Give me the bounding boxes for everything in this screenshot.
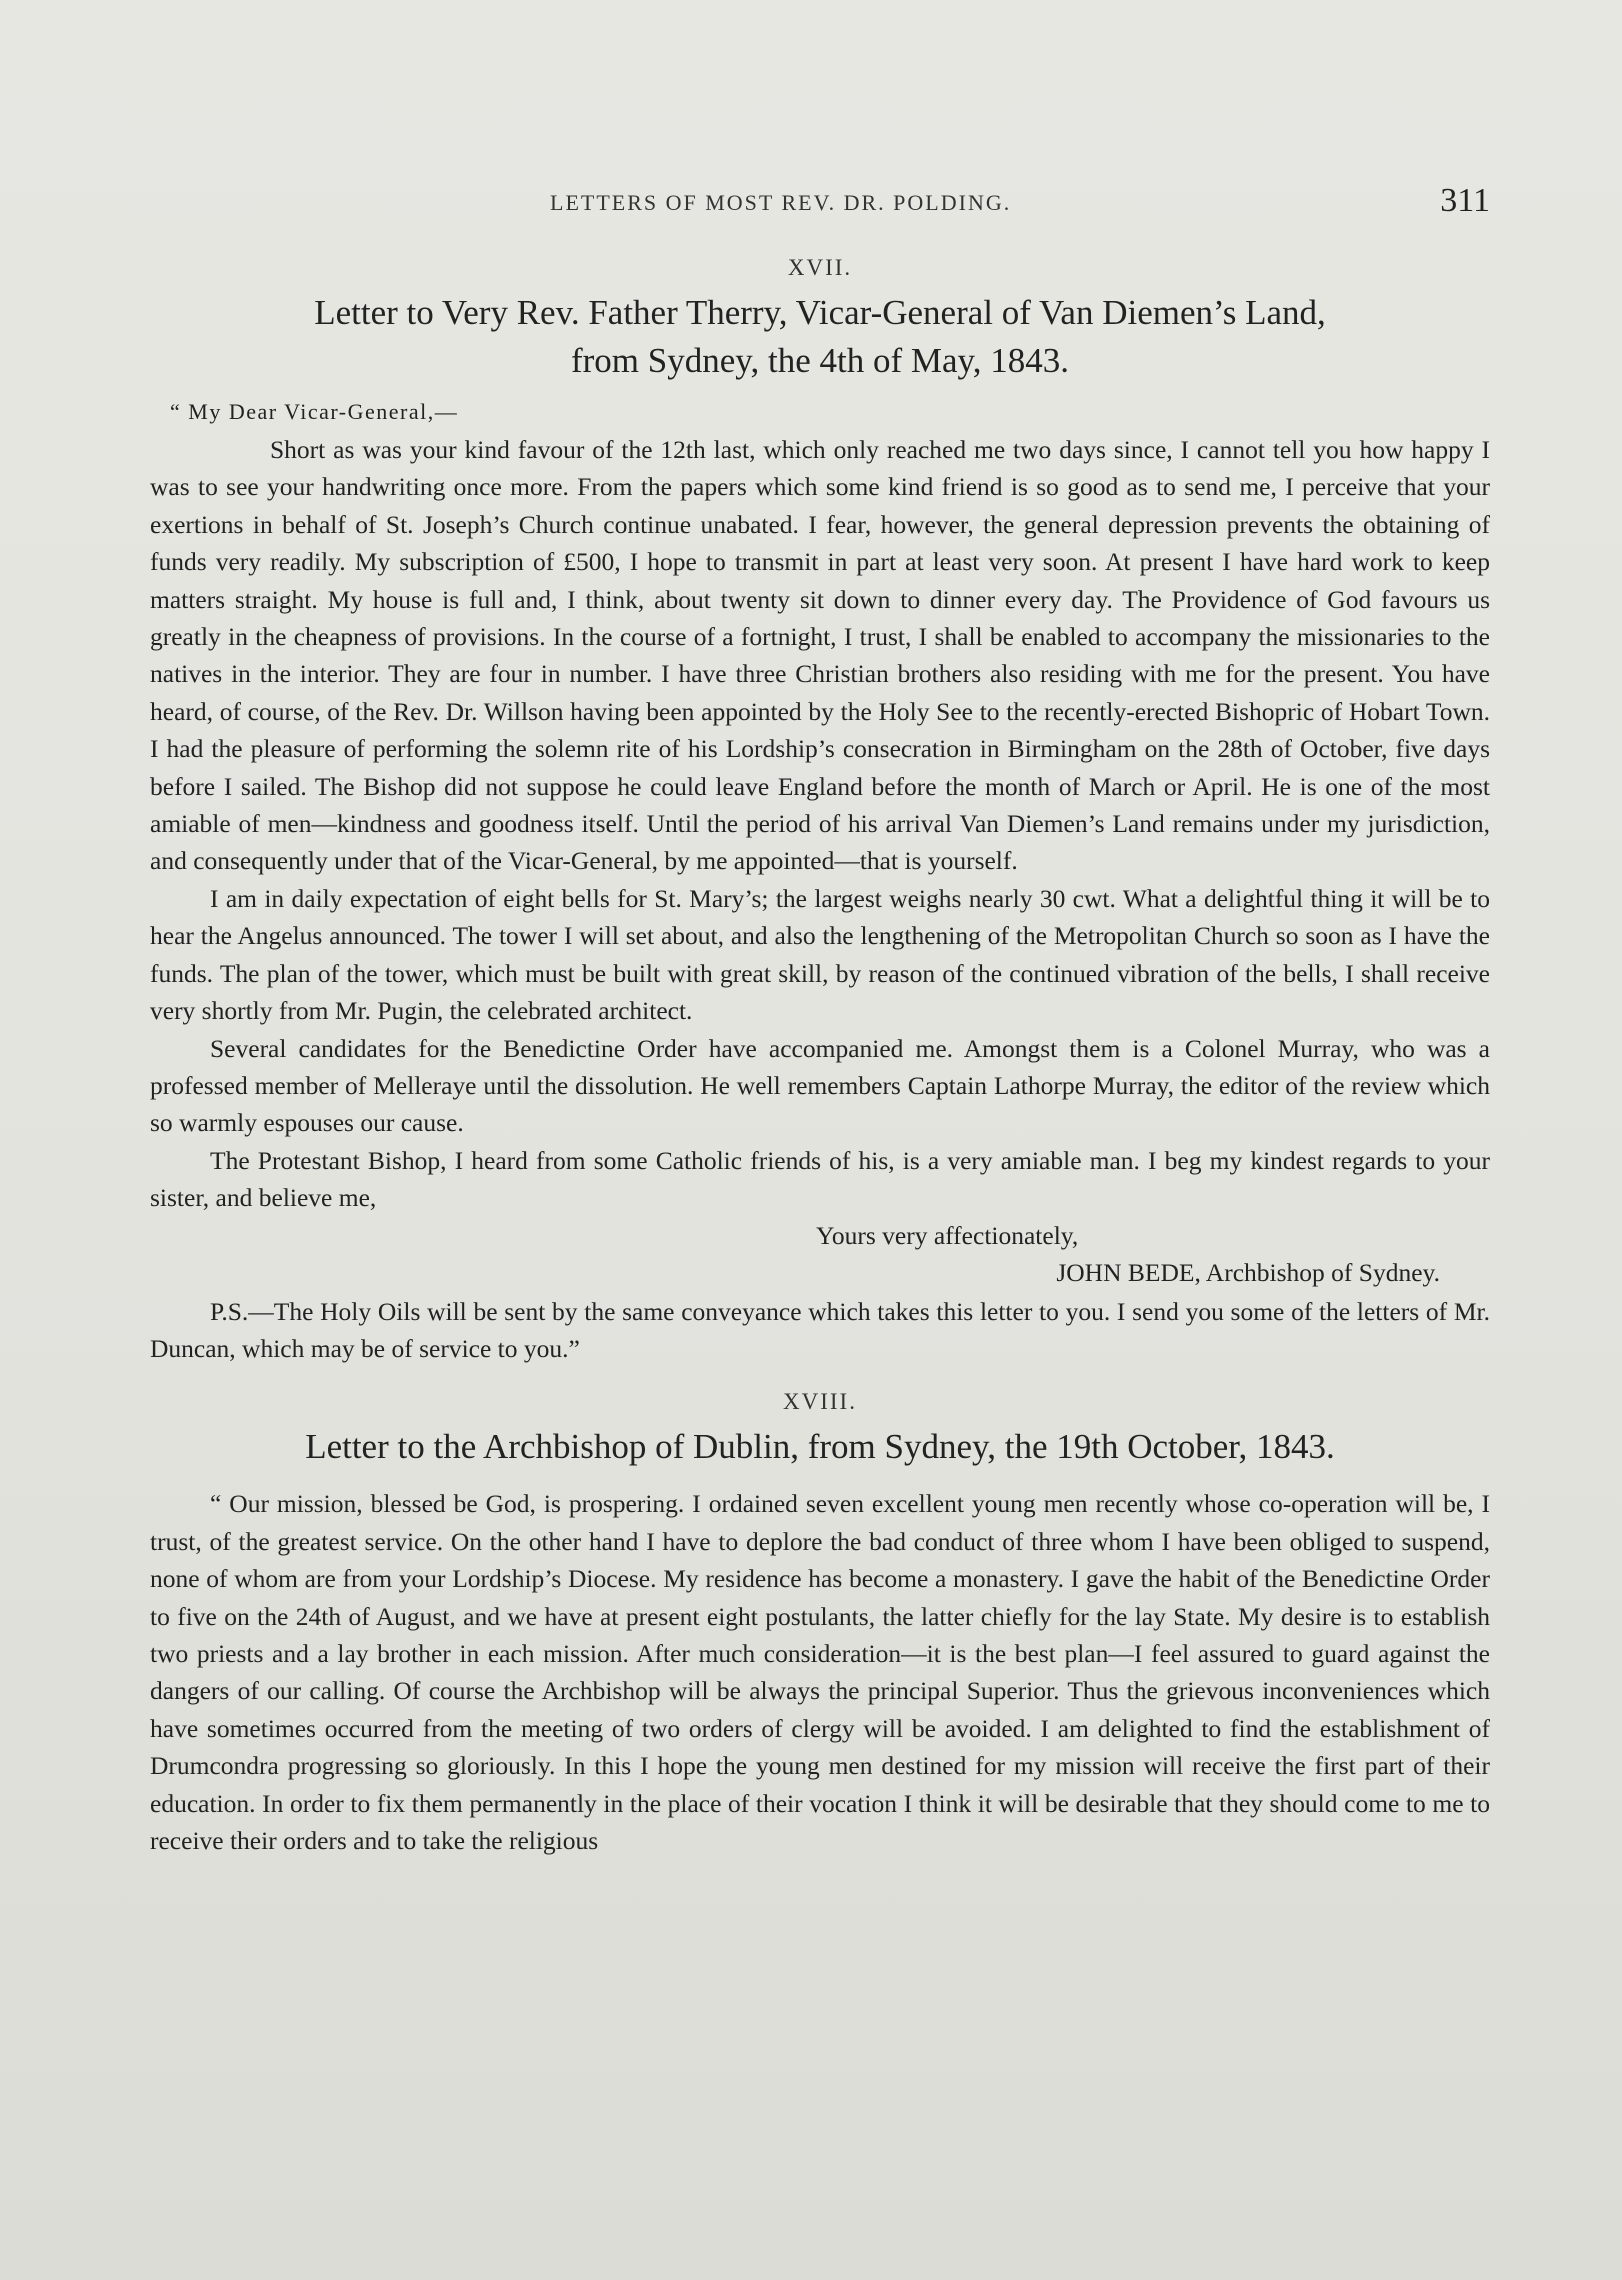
postscript: P.S.—The Holy Oils will be sent by the same conveyance which takes this letter to you. I send you some of the letters of Mr. Duncan, which may be of service to you.”: [150, 1296, 1490, 1363]
running-head: LETTERS OF MOST REV. DR. POLDING.: [550, 190, 1012, 215]
letter-title-line-1: Letter to Very Rev. Father Therry, Vicar-General of Van Diemen’s Land,: [314, 293, 1326, 332]
paragraph: Several candidates for the Benedictine Order have accompanied me. Amongst them is a Colonel Murray, who was a professed member of Melleraye until the dissolution. He well remembers Captain Lathorpe Murray, the editor of the review which so warmly espouses our cause.: [150, 1033, 1490, 1138]
paragraph: “ Our mission, blessed be God, is prospering. I ordained seven excellent young men recently whose co-operation will be, I trust, of the greatest service. On the other hand I have to deplore the bad conduct of three whom I have been obliged to suspend, none of whom are from your Lordship’s Diocese. My residence has become a monastery. I gave the habit of the Benedictine Order to five on the 24th of August, and we have at present eight postulants, the latter chiefly for the lay State. My desire is to establish two priests and a lay brother in each mission. After much consideration—it is the best plan—I feel assured to guard against the dangers of our calling. Of course the Archbishop will be always the principal Superior. Thus the grievous inconveniences which have sometimes occurred from the meeting of two orders of clergy will be avoided. I am delighted to find the establishment of Drumcondra progressing so gloriously. In this I hope the young men destined for my mission will receive the first part of their education. In order to fix them permanently in the place of their vocation I think it will be desirable that they should come to me to receive their orders and to take the religious: [150, 1489, 1490, 1855]
paragraph: Short as was your kind favour of the 12th last, which only reached me two days since, I cannot tell you how happy I was to see your handwriting once more. From the papers which some kind friend is so good as to send me, I perceive that your exertions in behalf of St. Joseph’s Church continue unabated. I fear, however, the general depression prevents the obtaining of funds very readily. My subscription of £500, I hope to transmit in part at least very soon. At present I have hard work to keep matters straight. My house is full and, I think, about twenty sit down to dinner every day. The Providence of God favours us greatly in the cheapness of provisions. In the course of a fortnight, I trust, I shall be enabled to accompany the missionaries to the natives in the interior. They are four in number. I have three Christian brothers also residing with me for the present. You have heard, of course, of the Rev. Dr. Willson having been appointed by the Holy See to the recently-erected Bishopric of Hobart Town. I had the pleasure of performing the solemn rite of his Lordship’s consecration in Birmingham on the 28th of October, five days before I sailed. The Bishop did not suppose he could leave England before the month of March or April. He is one of the most amiable of men—kindness and goodness itself. Until the period of his arrival Van Diemen’s Land remains under my jurisdiction, and consequently under that of the Vicar-General, by me appointed—that is yourself.: [150, 435, 1490, 876]
letter-xvii: [150, 255, 1490, 1367]
letter-title-line-2: from Sydney, the 4th of May, 1843.: [570, 341, 1070, 380]
section-spacer: [150, 1367, 1490, 1389]
letter-title: Letter to the Archbishop of Dublin, from Sydney, the 19th October, 1843.: [305, 1427, 1335, 1467]
text-column: [150, 255, 1490, 1859]
paragraph: The Protestant Bishop, I heard from some Catholic friends of his, is a very amiable man. I beg my kindest regards to your sister, and believe me,: [150, 1145, 1490, 1213]
paragraph: I am in daily expectation of eight bells for St. Mary’s; the largest weighs nearly 30 cwt. What a delightful thing it will be to hear the Angelus announced. The tower I will set about, and also the lengthening of the Metropolitan Church so soon as I have the funds. The plan of the tower, which must be built with great skill, by reason of the continued vibration of the bells, I shall receive very shortly from Mr. Pugin, the celebrated architect.: [150, 883, 1490, 1026]
letter-title: [150, 289, 1490, 385]
section-numeral: XVIII.: [783, 1389, 857, 1415]
salutation: “ My Dear Vicar-General,—: [170, 399, 459, 424]
section-numeral: XVII.: [787, 255, 853, 280]
letter-xviii: [150, 1389, 1490, 1859]
page-number: 311: [1440, 182, 1490, 219]
signature: JOHN BEDE, Archbishop of Sydney.: [1056, 1257, 1440, 1287]
page-header: [150, 182, 1490, 226]
closing: Yours very affectionately,: [816, 1220, 1079, 1250]
